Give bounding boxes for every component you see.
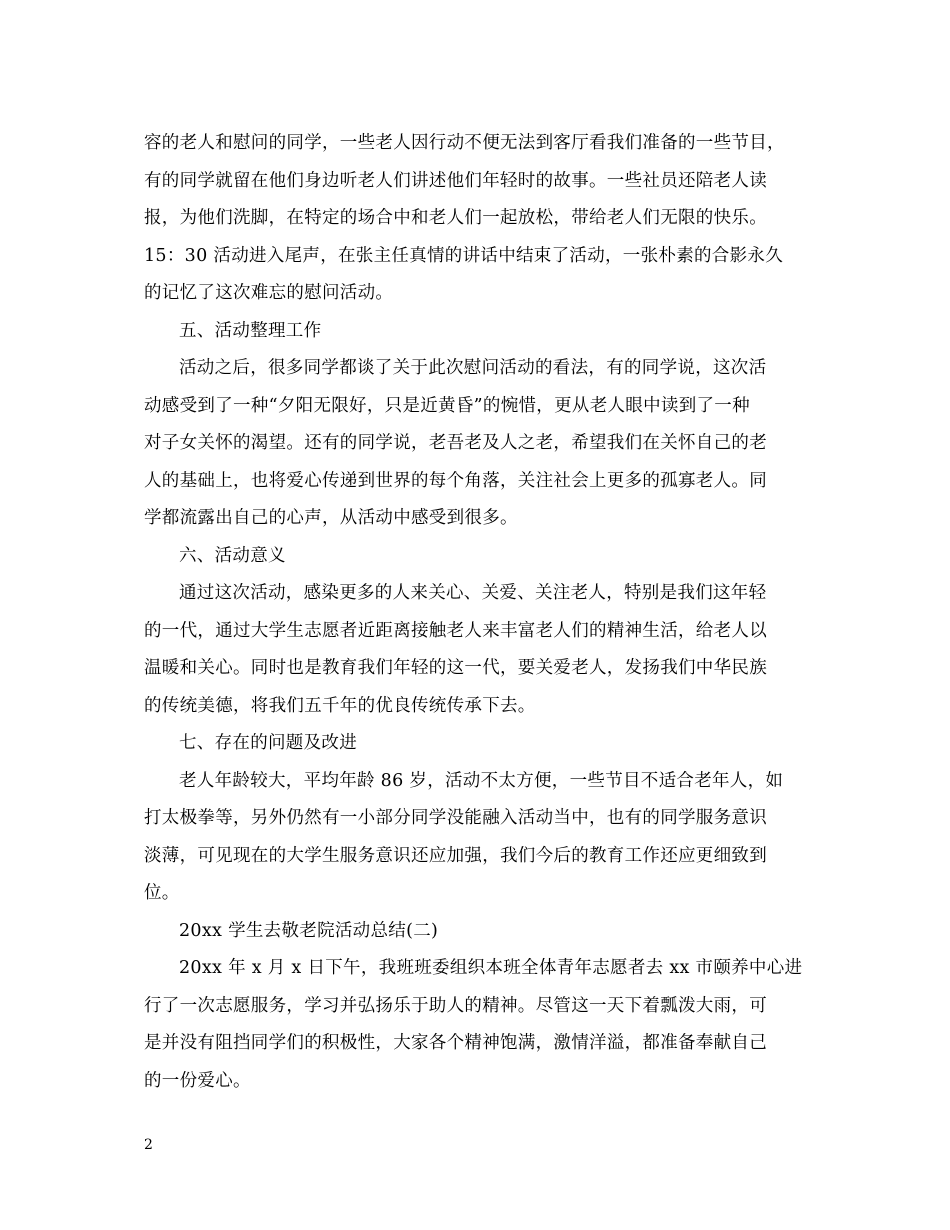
paragraph-line: 是并没有阻挡同学们的积极性，大家各个精神饱满，激情洋溢，都准备奉献自己: [144, 1033, 767, 1053]
paragraph-line: 位。: [144, 883, 180, 903]
paragraph-line: 20xx 年 x 月 x 日下午，我班班委组织本班全体青年志愿者去 xx 市颐养中心进: [179, 958, 803, 978]
paragraph-line: 的传统美德，将我们五千年的优良传统传承下去。: [144, 695, 536, 716]
paragraph-line: 老人年龄较大，平均年龄 86 岁，活动不太方便，一些节目不适合老年人，如: [179, 770, 784, 791]
paragraph-line: 有的同学就留在他们身边听老人们讲述他们年轻时的故事。一些社员还陪老人读: [144, 170, 767, 191]
paragraph-line: 打太极拳等，另外仍然有一小部分同学没能融入活动当中，也有的同学服务意识: [144, 808, 767, 828]
paragraph-line: 的记忆了这次难忘的慰问活动。: [144, 283, 394, 303]
document-page: [144, 125, 808, 1100]
paragraph-line: 动感受到了一种“夕阳无限好，只是近黄昏”的惋惜，更从老人眼中读到了一种: [144, 395, 750, 416]
section-heading: 七、存在的问题及改进: [179, 733, 357, 753]
paragraph-line: 通过这次活动，感染更多的人来关心、关爱、关注老人，特别是我们这年轻: [179, 583, 767, 603]
section-heading: 六、活动意义: [179, 545, 286, 566]
paragraph-line: 对子女关怀的渴望。还有的同学说，老吾老及人之老，希望我们在关怀自己的老: [144, 433, 767, 453]
paragraph-line: 活动之后，很多同学都谈了关于此次慰问活动的看法，有的同学说，这次活: [179, 358, 767, 378]
page-number: 2: [144, 1137, 153, 1153]
paragraph-line: 15：30 活动进入尾声，在张主任真情的讲话中结束了活动，一张朴素的合影永久: [144, 245, 783, 266]
paragraph-line: 容的老人和慰问的同学，一些老人因行动不便无法到客厅看我们准备的一些节目，: [144, 133, 785, 153]
paragraph-line: 人的基础上，也将爱心传递到世界的每个角落，关注社会上更多的孤寡老人。同: [144, 470, 767, 491]
paragraph-line: 的一代，通过大学生志愿者近距离接触老人来丰富老人们的精神生活，给老人以: [144, 620, 767, 641]
paragraph-line: 行了一次志愿服务，学习并弘扬乐于助人的精神。尽管这一天下着瓢泼大雨，可: [144, 995, 767, 1016]
section-heading: 五、活动整理工作: [179, 320, 322, 341]
paragraph-line: 报，为他们洗脚，在特定的场合中和老人们一起放松，带给老人们无限的快乐。: [144, 208, 767, 228]
section-heading: 20xx 学生去敬老院活动总结(二): [179, 920, 439, 941]
paragraph-line: 温暖和关心。同时也是教育我们年轻的这一代，要关爱老人，发扬我们中华民族: [144, 658, 767, 678]
paragraph-line: 学都流露出自己的心声，从活动中感受到很多。: [144, 508, 518, 528]
paragraph-line: 的一份爱心。: [144, 1070, 251, 1091]
paragraph-line: 淡薄，可见现在的大学生服务意识还应加强，我们今后的教育工作还应更细致到: [144, 845, 767, 866]
